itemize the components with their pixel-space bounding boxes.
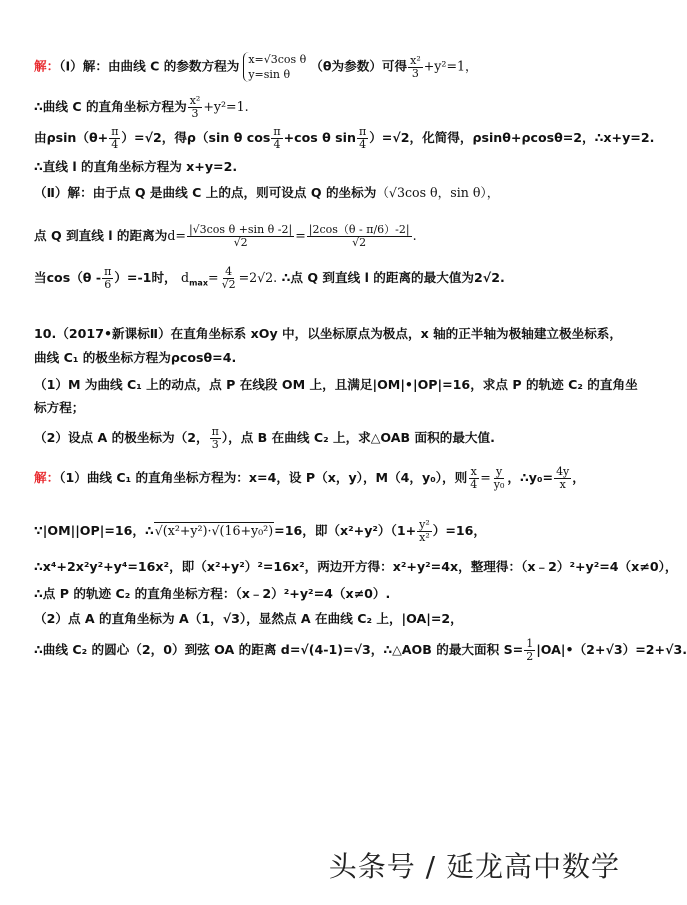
fraction: $\frac{\pi}{6}$ (104, 265, 112, 291)
fraction: $\frac{\pi}{4}$ (273, 125, 281, 151)
fraction: $\frac{y}{\text{y₀}}$ (493, 465, 505, 491)
fraction: $\frac{\pi}{4}$ (111, 125, 119, 151)
fraction: $\frac{x}{4}$ (470, 465, 478, 491)
fraction: $\frac{\text{|√3cos θ +sin θ -2|}}{√2}$ (188, 223, 293, 249)
problem10-line5: （2）设点 A 的极坐标为（2， $\frac{\pi}{3}$ ），点 B 在曲线 C₂ 上，求△OAB 面积的最大值. (34, 425, 495, 451)
answer-label: 解： (34, 470, 60, 485)
fraction: $\frac{\text{x²}}{3}$ (189, 94, 201, 120)
problem10-line4: 标方程； (34, 400, 85, 415)
fraction: $\frac{4}{√2}$ (221, 265, 236, 291)
solution10-line4: ∴点 P 的轨迹 C₂ 的直角坐标方程：（x﹣2）²+y²=4（x≠0）. (34, 586, 391, 601)
solution10-line3: ∴x⁴+2x²y²+y⁴=16x²，即（x²+y²）²=16x²，两边开方得：x²+y²=4x，整理得：（x﹣2）²+y²=4（x≠0）， (34, 559, 678, 574)
watermark: 头条号 / 延龙高中数学 (328, 850, 620, 883)
solution10-line2: ∵|OM||OP|=16，∴√(x²+y²)·√(16+y₀²)=16，即（x²+y²）（1+ $\frac{\text{y²}}{\text{x²}}$ ）=16， (34, 518, 487, 544)
solution1-line1: 解：（Ⅰ）解：由曲线 C 的参数方程为 x=√3cos θ y=sin θ （θ为参数）可得 $\frac{\text{x²}}{3}$ +y²=1， (34, 53, 478, 81)
fraction: $\frac{\pi}{3}$ (211, 425, 219, 451)
parametric-system: x=√3cos θ y=sin θ (243, 52, 306, 82)
solution10-line5: （2）点 A 的直角坐标为 A（1，√3），显然点 A 在曲线 C₂ 上，|OA|=2， (34, 611, 463, 626)
solution2-line2: 点 Q 到直线 l 的距离为d= $\frac{\text{|√3cos θ +sin θ -2|}}{√2}$ = $\frac{|2\cos(\theta - \pi/6)-2|}{√2}$ . (34, 223, 417, 249)
problem10-line3: （1）M 为曲线 C₁ 上的动点，点 P 在线段 OM 上，且满足|OM|•|OP|=16，求点 P 的轨迹 C₂ 的直角坐 (34, 377, 638, 392)
solution10-line1: 解：（1）曲线 C₁ 的直角坐标方程为：x=4，设 P（x，y），M（4，y₀），则 $\frac{x}{4}$ = $\frac{y}{\text{y₀}}$ ，∴y₀= $\frac{4y}{x}$ ， (34, 465, 585, 491)
solution2-line1: （Ⅱ）解：由于点 Q 是曲线 C 上的点，则可设点 Q 的坐标为（√3cos θ，sin θ）， (34, 185, 500, 200)
fraction: $\frac{1}{2}$ (526, 637, 534, 663)
solution1-line4: ∴直线 l 的直角坐标方程为 x+y=2. (34, 159, 238, 174)
fraction: $\frac{\text{x²}}{3}$ (410, 53, 421, 80)
problem10-line2: 曲线 C₁ 的极坐标方程为ρcosθ=4. (34, 350, 237, 365)
solution1-line3: 由ρsin（θ+ $\frac{\pi}{4}$ ）=√2，得ρ（sin θ cos $\frac{\pi}{4}$ +cos θ sin $\frac{\pi}{4}$ ）=√2，化简得，ρsinθ+ρcosθ=2，∴x+y=2. (34, 125, 655, 151)
solution2-line3: 当cos（θ - $\frac{\pi}{6}$ ）=-1时， $d_{max}=$ $\frac{4}{√2}$ =2√2. ∴点 Q 到直线 l 的距离的最大值为2√2. (34, 265, 505, 291)
answer-label: 解： (34, 58, 60, 74)
fraction: $\frac{\text{y²}}{\text{x²}}$ (419, 518, 430, 544)
problem10-line1: 10.（2017•新课标Ⅱ）在直角坐标系 xOy 中，以坐标原点为极点，x 轴的正半轴为极轴建立极坐标系， (34, 326, 622, 341)
solution1-line2: ∴曲线 C 的直角坐标方程为 $\frac{\text{x²}}{3}$ +y²=1. (34, 94, 249, 120)
fraction: $\frac{\pi}{4}$ (358, 125, 367, 151)
solution10-line6: ∴曲线 C₂ 的圆心（2，0）到弦 OA 的距离 d=√(4-1)=√3，∴△AOB 的最大面积 S= $\frac{1}{2}$ |OA|•（2+√3）=2+√3. (34, 637, 687, 663)
fraction: $\frac{|2\cos(\theta - \pi/6)-2|}{√2}$ (308, 223, 410, 249)
fraction: $\frac{4y}{x}$ (556, 465, 570, 491)
